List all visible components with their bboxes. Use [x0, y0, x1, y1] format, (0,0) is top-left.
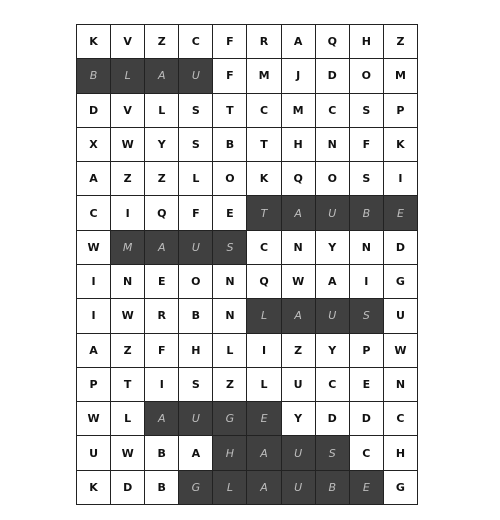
grid-cell-r11-c8[interactable]: D [350, 402, 384, 436]
grid-cell-r12-c7[interactable]: S [316, 436, 350, 470]
grid-cell-r12-c0[interactable]: U [77, 436, 111, 470]
grid-cell-r11-c7[interactable]: D [316, 402, 350, 436]
grid-cell-r2-c2[interactable]: L [145, 94, 179, 128]
grid-cell-r6-c6[interactable]: N [282, 231, 316, 265]
grid-cell-r10-c1[interactable]: T [111, 368, 145, 402]
grid-cell-r13-c8[interactable]: E [350, 471, 384, 505]
grid-cell-r2-c7[interactable]: C [316, 94, 350, 128]
grid-cell-r12-c2[interactable]: B [145, 436, 179, 470]
grid-cell-r13-c5[interactable]: A [247, 471, 281, 505]
grid-cell-r13-c6[interactable]: U [282, 471, 316, 505]
grid-cell-r8-c5[interactable]: L [247, 299, 281, 333]
grid-cell-r13-c3[interactable]: G [179, 471, 213, 505]
grid-cell-r1-c7[interactable]: D [316, 59, 350, 93]
grid-cell-r5-c1[interactable]: I [111, 196, 145, 230]
grid-cell-r0-c6[interactable]: A [282, 25, 316, 59]
grid-cell-r7-c8[interactable]: I [350, 265, 384, 299]
grid-cell-r7-c5[interactable]: Q [247, 265, 281, 299]
grid-cell-r10-c0[interactable]: P [77, 368, 111, 402]
grid-cell-r0-c8[interactable]: H [350, 25, 384, 59]
grid-cell-r9-c9[interactable]: W [384, 334, 418, 368]
grid-cell-r5-c0[interactable]: C [77, 196, 111, 230]
grid-cell-r7-c2[interactable]: E [145, 265, 179, 299]
grid-cell-r1-c5[interactable]: M [247, 59, 281, 93]
grid-cell-r8-c4[interactable]: N [213, 299, 247, 333]
grid-cell-r7-c3[interactable]: O [179, 265, 213, 299]
grid-cell-r2-c3[interactable]: S [179, 94, 213, 128]
grid-cell-r0-c2[interactable]: Z [145, 25, 179, 59]
grid-cell-r4-c9[interactable]: I [384, 162, 418, 196]
grid-cell-r11-c2[interactable]: A [145, 402, 179, 436]
grid-cell-r3-c5[interactable]: T [247, 128, 281, 162]
grid-cell-r9-c0[interactable]: A [77, 334, 111, 368]
grid-cell-r12-c5[interactable]: A [247, 436, 281, 470]
grid-cell-r4-c2[interactable]: Z [145, 162, 179, 196]
grid-cell-r8-c8[interactable]: S [350, 299, 384, 333]
grid-cell-r12-c4[interactable]: H [213, 436, 247, 470]
grid-cell-r12-c6[interactable]: U [282, 436, 316, 470]
grid-cell-r11-c0[interactable]: W [77, 402, 111, 436]
grid-cell-r1-c8[interactable]: O [350, 59, 384, 93]
grid-cell-r9-c7[interactable]: Y [316, 334, 350, 368]
grid-cell-r0-c1[interactable]: V [111, 25, 145, 59]
grid-cell-r13-c7[interactable]: B [316, 471, 350, 505]
grid-cell-r5-c9[interactable]: E [384, 196, 418, 230]
grid-cell-r13-c0[interactable]: K [77, 471, 111, 505]
grid-cell-r10-c4[interactable]: Z [213, 368, 247, 402]
grid-cell-r4-c6[interactable]: Q [282, 162, 316, 196]
grid-cell-r10-c9[interactable]: N [384, 368, 418, 402]
grid-cell-r2-c9[interactable]: P [384, 94, 418, 128]
grid-cell-r9-c6[interactable]: Z [282, 334, 316, 368]
grid-cell-r3-c0[interactable]: X [77, 128, 111, 162]
grid-cell-r9-c3[interactable]: H [179, 334, 213, 368]
grid-cell-r4-c1[interactable]: Z [111, 162, 145, 196]
grid-cell-r2-c1[interactable]: V [111, 94, 145, 128]
grid-cell-r9-c5[interactable]: I [247, 334, 281, 368]
grid-cell-r8-c3[interactable]: B [179, 299, 213, 333]
grid-cell-r9-c1[interactable]: Z [111, 334, 145, 368]
grid-cell-r5-c8[interactable]: B [350, 196, 384, 230]
grid-cell-r9-c2[interactable]: F [145, 334, 179, 368]
grid-cell-r12-c1[interactable]: W [111, 436, 145, 470]
grid-cell-r4-c5[interactable]: K [247, 162, 281, 196]
grid-cell-r5-c6[interactable]: A [282, 196, 316, 230]
grid-cell-r2-c4[interactable]: T [213, 94, 247, 128]
grid-cell-r0-c5[interactable]: R [247, 25, 281, 59]
grid-cell-r5-c2[interactable]: Q [145, 196, 179, 230]
grid-cell-r8-c1[interactable]: W [111, 299, 145, 333]
grid-cell-r0-c0[interactable]: K [77, 25, 111, 59]
grid-cell-r5-c4[interactable]: E [213, 196, 247, 230]
grid-cell-r4-c3[interactable]: L [179, 162, 213, 196]
grid-cell-r13-c9[interactable]: G [384, 471, 418, 505]
grid-cell-r7-c0[interactable]: I [77, 265, 111, 299]
grid-cell-r13-c4[interactable]: L [213, 471, 247, 505]
grid-cell-r8-c9[interactable]: U [384, 299, 418, 333]
grid-cell-r6-c7[interactable]: Y [316, 231, 350, 265]
grid-cell-r8-c7[interactable]: U [316, 299, 350, 333]
grid-cell-r11-c5[interactable]: E [247, 402, 281, 436]
grid-cell-r12-c3[interactable]: A [179, 436, 213, 470]
grid-cell-r6-c1[interactable]: M [111, 231, 145, 265]
grid-cell-r6-c0[interactable]: W [77, 231, 111, 265]
grid-cell-r9-c4[interactable]: L [213, 334, 247, 368]
grid-cell-r1-c2[interactable]: A [145, 59, 179, 93]
grid-cell-r10-c7[interactable]: C [316, 368, 350, 402]
grid-cell-r12-c9[interactable]: H [384, 436, 418, 470]
grid-cell-r7-c4[interactable]: N [213, 265, 247, 299]
grid-cell-r4-c8[interactable]: S [350, 162, 384, 196]
grid-cell-r4-c0[interactable]: A [77, 162, 111, 196]
grid-cell-r9-c8[interactable]: P [350, 334, 384, 368]
grid-cell-r5-c7[interactable]: U [316, 196, 350, 230]
grid-cell-r2-c8[interactable]: S [350, 94, 384, 128]
grid-cell-r0-c3[interactable]: C [179, 25, 213, 59]
word-search-grid [76, 24, 418, 505]
grid-cell-r3-c7[interactable]: N [316, 128, 350, 162]
grid-cell-r11-c9[interactable]: C [384, 402, 418, 436]
grid-cell-r2-c5[interactable]: C [247, 94, 281, 128]
grid-cell-r1-c1[interactable]: L [111, 59, 145, 93]
grid-cell-r3-c2[interactable]: Y [145, 128, 179, 162]
grid-cell-r11-c3[interactable]: U [179, 402, 213, 436]
grid-cell-r13-c2[interactable]: B [145, 471, 179, 505]
grid-cell-r8-c6[interactable]: A [282, 299, 316, 333]
grid-cell-r10-c5[interactable]: L [247, 368, 281, 402]
grid-cell-r11-c1[interactable]: L [111, 402, 145, 436]
grid-cell-r10-c2[interactable]: I [145, 368, 179, 402]
grid-cell-r4-c7[interactable]: O [316, 162, 350, 196]
grid-cell-r6-c4[interactable]: S [213, 231, 247, 265]
grid-cell-r11-c4[interactable]: G [213, 402, 247, 436]
grid-cell-r1-c0[interactable]: B [77, 59, 111, 93]
grid-cell-r13-c1[interactable]: D [111, 471, 145, 505]
grid-cell-r11-c6[interactable]: Y [282, 402, 316, 436]
grid-cell-r3-c1[interactable]: W [111, 128, 145, 162]
grid-cell-r3-c9[interactable]: K [384, 128, 418, 162]
grid-cell-r6-c2[interactable]: A [145, 231, 179, 265]
grid-cell-r7-c6[interactable]: W [282, 265, 316, 299]
grid-cell-r7-c7[interactable]: A [316, 265, 350, 299]
grid-cell-r7-c1[interactable]: N [111, 265, 145, 299]
grid-cell-r6-c9[interactable]: D [384, 231, 418, 265]
grid-cell-r1-c3[interactable]: U [179, 59, 213, 93]
grid-cell-r5-c3[interactable]: F [179, 196, 213, 230]
grid-cell-r3-c6[interactable]: H [282, 128, 316, 162]
grid-cell-r5-c5[interactable]: T [247, 196, 281, 230]
grid-cell-r10-c6[interactable]: U [282, 368, 316, 402]
grid-cell-r1-c6[interactable]: J [282, 59, 316, 93]
grid-cell-r8-c0[interactable]: I [77, 299, 111, 333]
grid-cell-r10-c8[interactable]: E [350, 368, 384, 402]
grid-cell-r3-c4[interactable]: B [213, 128, 247, 162]
grid-cell-r6-c3[interactable]: U [179, 231, 213, 265]
grid-cell-r12-c8[interactable]: C [350, 436, 384, 470]
grid-cell-r6-c5[interactable]: C [247, 231, 281, 265]
grid-cell-r0-c4[interactable]: F [213, 25, 247, 59]
grid-cell-r3-c3[interactable]: S [179, 128, 213, 162]
grid-cell-r8-c2[interactable]: R [145, 299, 179, 333]
grid-cell-r0-c9[interactable]: Z [384, 25, 418, 59]
grid-cell-r4-c4[interactable]: O [213, 162, 247, 196]
grid-cell-r0-c7[interactable]: Q [316, 25, 350, 59]
grid-cell-r7-c9[interactable]: G [384, 265, 418, 299]
grid-cell-r6-c8[interactable]: N [350, 231, 384, 265]
grid-cell-r2-c6[interactable]: M [282, 94, 316, 128]
grid-cell-r1-c4[interactable]: F [213, 59, 247, 93]
grid-cell-r2-c0[interactable]: D [77, 94, 111, 128]
grid-cell-r1-c9[interactable]: M [384, 59, 418, 93]
grid-cell-r10-c3[interactable]: S [179, 368, 213, 402]
grid-cell-r3-c8[interactable]: F [350, 128, 384, 162]
